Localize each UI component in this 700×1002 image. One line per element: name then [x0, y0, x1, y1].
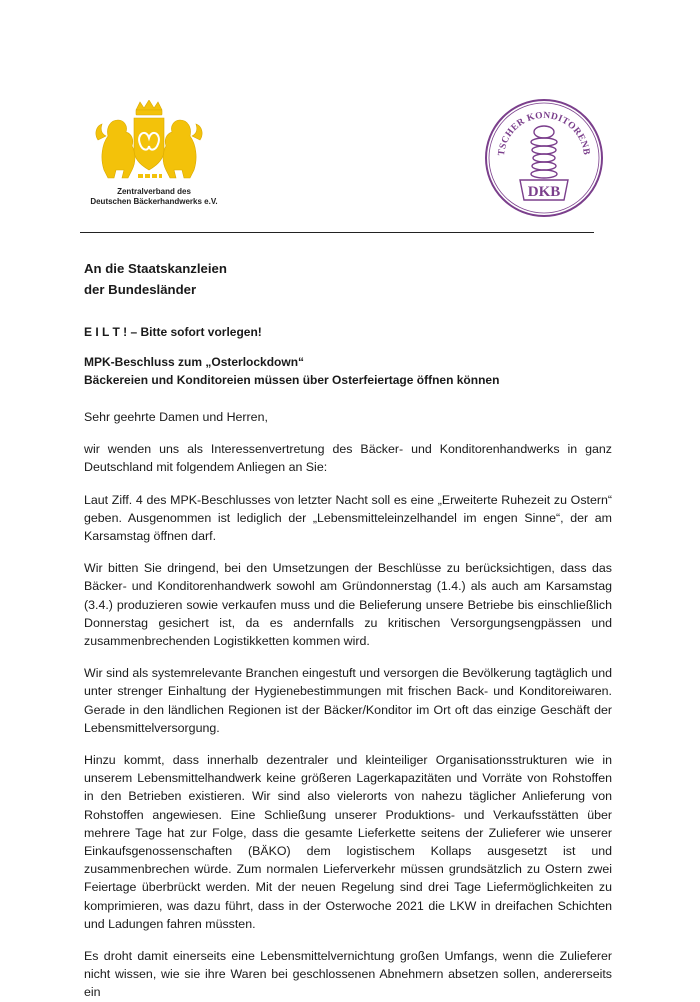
dkb-abbr: DKB	[527, 184, 561, 200]
paragraph-3: Wir bitten Sie dringend, bei den Umsetzungen der Beschlüsse zu berücksichtigen, dass das Bäcker- und Konditorenhandwerk sowohl am Gründonnerstag (1.4.) als auch am Karsamstag (3.4.) produzieren sowie verkaufen muss und die Belieferung unsere Betriebe bis einschließlich Donnerstag gesichert ist, da es andernfalls zu kritischen Versorgungsengpässen und zusammenbrechenden Logistikketten kommen wird.	[84, 561, 612, 649]
dkb-seal-text: TSCHER KONDITORENB	[496, 110, 591, 157]
subject-line1: MPK-Beschluss zum „Osterlockdown“	[84, 355, 305, 369]
letter-body	[84, 408, 612, 1002]
paragraph-5: Hinzu kommt, dass innerhalb dezentraler und kleinteiliger Organisationsstrukturen wie in unserem Lebensmittelhandwerk keine größeren Lagerkapazitäten und Vorräte von Rohstoffen in den Betrieben existieren. Wir sind also vielerorts von nahezu täglicher Anlieferung von Rohstoffen angewiesen. Eine Schließung unserer Produktions- und Verkaufsstätten über mehrere Tage hat zur Folge, dass die gesamte Lieferkette seitens der Zulieferer wie unserer Einkaufsgenossenschaften (BÄKO) dem logistischem Kollaps ausgesetzt ist und zusammenbrechen würde. Zum normalen Lieferverkehr müssen grundsätzlich zu Ostern zwei Feiertage überbrückt werden. Mit der neuen Regelung sind drei Tage Liefermöglichkeiten zu komprimieren, was dazu führt, dass in der Osterwoche 2021 die LKW in dreifachen Schichten und Ladungen fahren müssten.	[84, 753, 612, 931]
lion-crest-icon	[94, 100, 204, 184]
salutation: Sehr geehrte Damen und Herren,	[84, 410, 268, 424]
subject-block	[84, 353, 499, 389]
zv-logo	[88, 100, 220, 220]
dkb-seal	[482, 96, 606, 220]
zv-org-line1: Zentralverband des	[117, 187, 191, 196]
recipient-line2: der Bundesländer	[84, 282, 197, 297]
paragraph-4: Wir sind als systemrelevante Branchen eingestuft und versorgen die Bevölkerung tagtäglich und unter strenger Einhaltung der Hygienebestimmungen mit frischen Back- und Konditoreiwaren. Gerade in den ländlichen Regionen ist der Bäcker/Konditor im Ort oft das einzige Geschäft der Lebensmittelversorgung.	[84, 666, 612, 735]
recipient-block	[84, 258, 227, 300]
header-divider	[80, 232, 594, 233]
paragraph-1: wir wenden uns als Interessenvertretung des Bäcker- und Konditorenhandwerks in ganz Deutschland mit folgendem Anliegen an Sie:	[84, 442, 612, 475]
recipient-line1: An die Staatskanzleien	[84, 261, 227, 276]
paragraph-6: Es droht damit einerseits eine Lebensmittelvernichtung großen Umfangs, wenn die Zulieferer nicht wissen, wie sie ihre Waren bei geschlossenen Abnehmern absetzen sollen, andererseits ein	[84, 949, 612, 1000]
zv-org-line2: Deutschen Bäckerhandwerks e.V.	[90, 197, 218, 206]
subject-line2: Bäckereien und Konditoreien müssen über Osterfeiertage öffnen können	[84, 373, 500, 387]
paragraph-2: Laut Ziff. 4 des MPK-Beschlusses von letzter Nacht soll es eine „Erweiterte Ruhezeit zu Ostern“ geben. Ausgenommen ist lediglich der „Lebensmitteleinzelhandel im engen Sinne“, der am Karsamstag öffnen darf.	[84, 492, 612, 544]
dkb-seal-icon	[482, 96, 606, 220]
zv-org-name	[88, 187, 220, 207]
urgent-note: E I L T ! – Bitte sofort vorlegen!	[84, 325, 262, 339]
